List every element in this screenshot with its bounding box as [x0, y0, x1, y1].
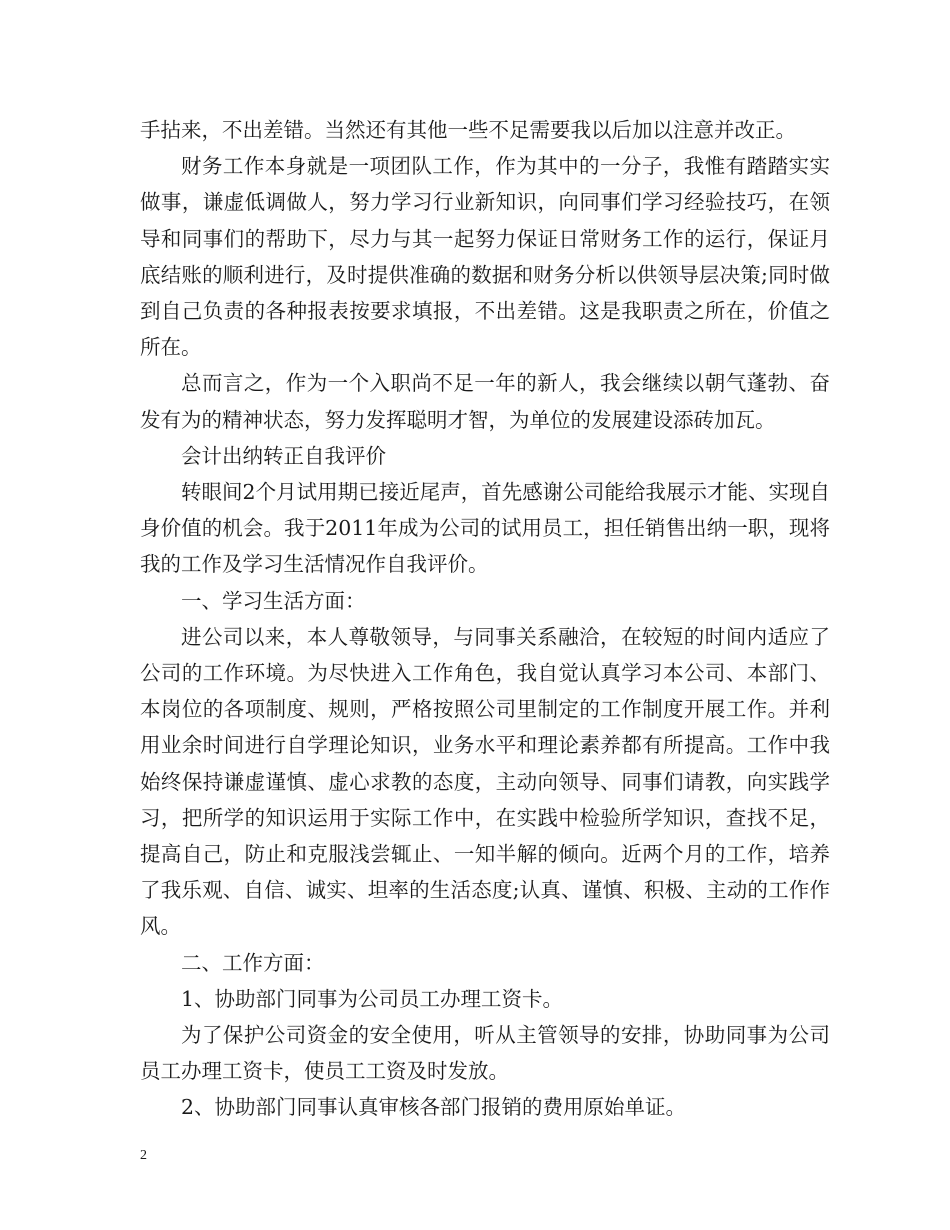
body-text: [140, 112, 830, 1126]
section-heading: 一、学习生活方面：: [181, 588, 366, 613]
paragraph: 手拈来，不出差错。当然还有其他一些不足需要我以后加以注意并改正。: [140, 118, 796, 142]
paragraph: 进公司以来，本人尊敬领导，与同事关系融洽，在较短的时间内适应了公司的工作环境。为尽快进入工作角色，我自觉认真学习本公司、本部门、本岗位的各项制度、规则，严格按照公司里制定的工作制度开展工作。并利用业余时间进行自学理论知识，业务水平和理论素养都有所提高。工作中我始终保持谦虚谨慎、虚心求教的态度，主动向领导、同事们请教，向实践学习，把所学的知识运用于实际工作中，在实践中检验所学知识，查找不足，提高自己，防止和克服浅尝辄止、一知半解的倾向。近两个月的工作，培养了我乐观、自信、诚实、坦率的生活态度;认真、谨慎、积极、主动的工作作风。: [140, 624, 830, 939]
paragraph: 财务工作本身就是一项团队工作，作为其中的一分子，我惟有踏踏实实做事，谦虚低调做人，努力学习行业新知识，向同事们学习经验技巧，在领导和同事们的帮助下，尽力与其一起努力保证日常财务工作的运行，保证月底结账的顺利进行，及时提供准确的数据和财务分析以供领导层决策;同时做到自己负责的各种报表按要求填报，不出差错。这是我职责之所在，价值之所在。: [140, 154, 830, 360]
paragraph: 为了保护公司资金的安全使用，听从主管领导的安排，协助同事为公司员工办理工资卡，使员工工资及时发放。: [140, 1023, 830, 1084]
paragraph: 转眼间2个月试用期已接近尾声，首先感谢公司能给我展示才能、实现自身价值的机会。我于2011年成为公司的试用员工，担任销售出纳一职，现将我的工作及学习生活情况作自我评价。: [140, 480, 830, 577]
page-number: 2: [140, 1148, 147, 1163]
section-heading: 二、工作方面：: [181, 950, 325, 975]
paragraph: 总而言之，作为一个入职尚不足一年的新人，我会继续以朝气蓬勃、奋发有为的精神状态，努力发挥聪明才智，为单位的发展建设添砖加瓦。: [140, 371, 830, 432]
list-item: 2、协助部门同事认真审核各部门报销的费用原始单证。: [181, 1095, 687, 1120]
list-item: 1、协助部门同事为公司员工办理工资卡。: [181, 986, 564, 1011]
section-heading: 会计出纳转正自我评价: [181, 443, 386, 468]
